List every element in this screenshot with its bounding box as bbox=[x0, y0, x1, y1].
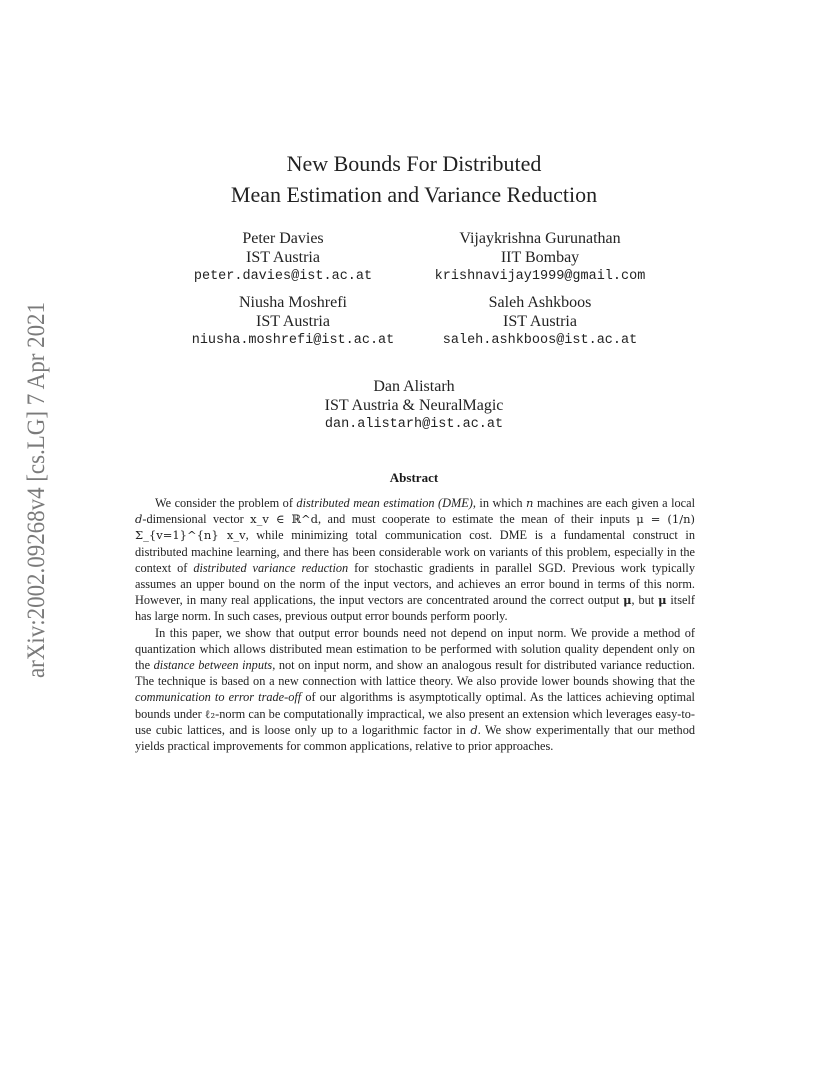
abstract-paragraph-2: In this paper, we show that output error bounds need not depend on input norm. We provide a method of quantization which allows distributed mean estimation to be performed with solution quality dependent only on the distance between inputs, not on input norm, and show an analogous result for distributed variance reduction. The technique is based on a new connection with lattice theory. We also provide lower bounds showing that the communication to error trade-off of our algorithms is asymptotically optimal. As the lattices achieving optimal bounds under ℓ₂-norm can be computationally impractical, we also present an extension which leverages easy-to-use cubic lattices, and is loose only up to a logarithmic factor in d. We show experimentally that our method yields practical improvements for common applications, relative to prior approaches. bbox=[135, 625, 696, 754]
abstract-heading: Abstract bbox=[389, 470, 439, 485]
author-email: dan.alistarh@ist.ac.at bbox=[324, 417, 504, 432]
author-affiliation: IST Austria bbox=[503, 313, 577, 330]
author-name: Niusha Moshrefi bbox=[239, 294, 347, 311]
title-line-2: Mean Estimation and Variance Reduction bbox=[230, 182, 598, 207]
author-affiliation: IST Austria & NeuralMagic bbox=[324, 397, 504, 414]
math-vector-xv: x_v ∈ ℝ^d bbox=[250, 512, 318, 527]
author-block bbox=[400, 229, 680, 286]
author-email: peter.davies@ist.ac.at bbox=[193, 269, 373, 284]
author-block bbox=[264, 377, 564, 434]
author-block bbox=[170, 229, 396, 286]
paper-title bbox=[0, 148, 828, 210]
author-affiliation: IST Austria bbox=[256, 313, 330, 330]
author-name: Vijaykrishna Gurunathan bbox=[459, 230, 621, 247]
title-line-1: New Bounds For Distributed bbox=[286, 151, 542, 176]
arxiv-identifier: arXiv:2002.09268v4 [cs.LG] 7 Apr 2021 bbox=[23, 300, 50, 678]
math-mean-formula: μ = (1/n) Σ_{v=1}^{n} x_v bbox=[135, 512, 695, 543]
author-block bbox=[170, 293, 416, 350]
author-name: Dan Alistarh bbox=[373, 378, 455, 395]
author-email: saleh.ashkboos@ist.ac.at bbox=[442, 333, 638, 348]
abstract-body bbox=[135, 495, 695, 754]
author-name: Peter Davies bbox=[242, 230, 324, 247]
author-affiliation: IST Austria bbox=[246, 249, 320, 266]
abstract-paragraph-1: We consider the problem of distributed mean estimation (DME), in which n machines are each given a local d-dimensional vector x_v ∈ ℝ^d, and must cooperate to estimate the mean of their inputs μ = (1/n) Σ_{v=1}^{n} x_v, while minimizing total communication cost. DME is a fundamental construct in distributed machine learning, and there has been considerable work on variants of this problem, especially in the context of distributed variance reduction for stochastic gradients in parallel SGD. Previous work typically assumes an upper bound on the norm of the input vectors, and achieves an error bound in terms of this norm. However, in many real applications, the input vectors are concentrated around the correct output μ, but μ itself has large norm. In such cases, previous output error bounds perform poorly. bbox=[135, 496, 696, 624]
arxiv-stamp bbox=[6, 300, 58, 680]
author-affiliation: IIT Bombay bbox=[500, 249, 580, 266]
author-name: Saleh Ashkboos bbox=[488, 294, 592, 311]
author-block bbox=[420, 293, 660, 350]
author-email: niusha.moshrefi@ist.ac.at bbox=[191, 333, 395, 348]
author-email: krishnavijay1999@gmail.com bbox=[434, 269, 646, 284]
